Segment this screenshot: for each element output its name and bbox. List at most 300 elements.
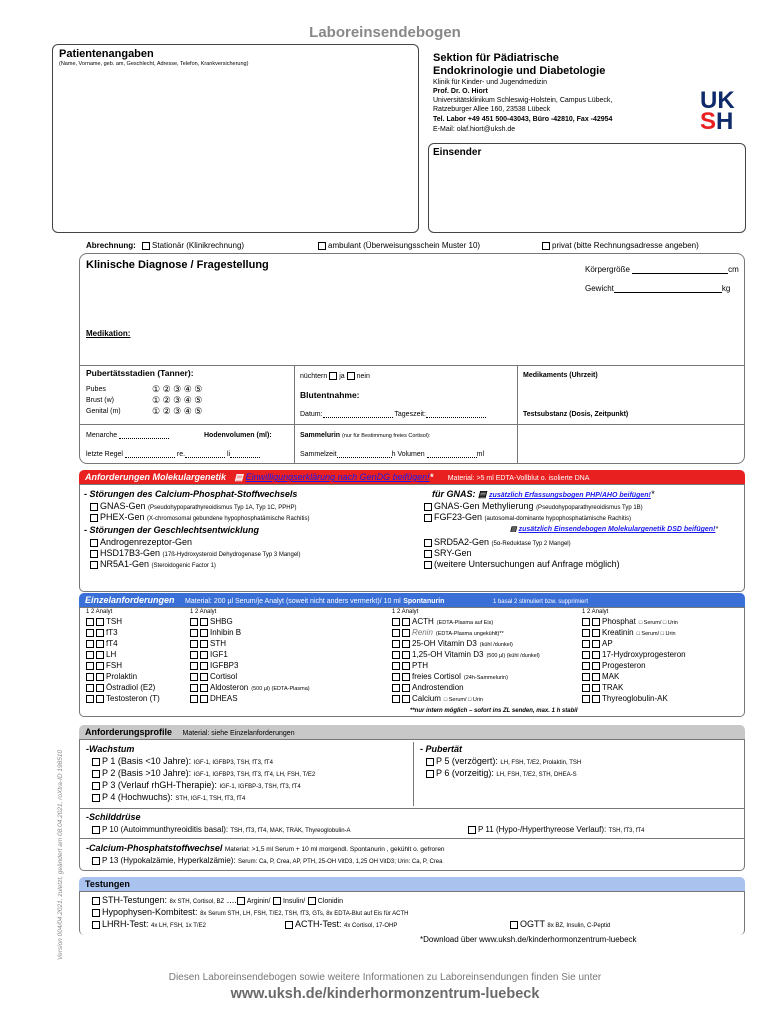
analyte-stim-checkbox[interactable] — [96, 662, 104, 670]
genetics-header — [79, 470, 745, 484]
analyte-label: LH — [106, 650, 117, 659]
footer-url[interactable]: www.uksh.de/kinderhormonzentrum-luebeck — [230, 986, 540, 1002]
analyte-label: Cortisol — [210, 672, 238, 681]
version-note: Version 004/04.2021, zuletzt, geändert am 08.04.2021, roXtra-ID 198510 — [57, 749, 64, 960]
tests-box — [79, 891, 745, 935]
gnas-for-label: für GNAS: — [432, 489, 476, 499]
p13-item — [92, 856, 442, 865]
t1-label: STH-Testungen: — [102, 895, 168, 905]
p5-desc: (verzögert): — [451, 756, 498, 766]
nuechtern-row — [300, 372, 370, 380]
analyte-stim-checkbox[interactable] — [96, 629, 104, 637]
analyte-basal-checkbox[interactable] — [190, 662, 198, 670]
analyte-stim-checkbox[interactable] — [96, 640, 104, 648]
analyte-row-3 — [392, 683, 464, 692]
analyte-note: (EDTA-Plasma ungekühlt)** — [435, 631, 504, 637]
clinic-name-2: Endokrinologie und Diabetologie — [433, 65, 606, 77]
analyte-basal-checkbox[interactable] — [582, 673, 590, 681]
analyte-stim-checkbox[interactable] — [200, 695, 208, 703]
single-header — [79, 593, 745, 607]
analyte-stim-checkbox[interactable] — [592, 695, 600, 703]
p6-item — [426, 768, 577, 778]
h-unit: h — [391, 451, 396, 458]
analyte-label: Aldosteron — [210, 683, 249, 692]
analyte-stim-checkbox[interactable] — [592, 662, 600, 670]
analyte-stim-checkbox[interactable] — [592, 673, 600, 681]
p11-label: P 11 — [478, 825, 494, 834]
analyte-stim-checkbox[interactable] — [402, 651, 410, 659]
analyte-label: 1,25-OH Vitamin D3 — [412, 650, 484, 659]
analyte-note: (kühl /dunkel) — [479, 642, 513, 648]
analyte-stim-checkbox[interactable] — [200, 618, 208, 626]
insulin-checkbox[interactable] — [273, 897, 281, 905]
wachstum-head: -Wachstum — [86, 744, 135, 754]
t3-item — [92, 919, 206, 929]
analyte-basal-checkbox[interactable] — [86, 662, 94, 670]
gnas-gen-desc: (Pseudohypoparathyreoidismus Typ 1A, Typ 1C, PPHP) — [148, 505, 297, 511]
analyte-label: Kreatinin — [602, 628, 634, 637]
further-checkbox[interactable] — [424, 561, 432, 569]
height-field[interactable] — [585, 265, 739, 274]
analyte-row-1 — [86, 628, 118, 637]
ar-gen-label: Androgenrezeptor-Gen — [100, 537, 193, 547]
arginin-label: Arginin/ — [246, 898, 271, 905]
brust-scale[interactable]: ① ② ③ ④ ⑤ — [152, 395, 203, 405]
p13-checkbox[interactable] — [92, 857, 100, 865]
analyte-label: Renin — [412, 628, 433, 637]
sry-item — [424, 548, 472, 558]
analyte-basal-checkbox[interactable] — [582, 695, 590, 703]
menarche-label: Menarche — [86, 432, 118, 439]
gnas-gen-checkbox[interactable] — [90, 503, 98, 511]
gnas-gen-label: GNAS-Gen — [100, 501, 146, 511]
analyte-row-1 — [86, 639, 118, 648]
p5-analytes: LH, FSH, T/E2, Prolaktin, TSH — [500, 760, 582, 766]
analyte-basal-checkbox[interactable] — [582, 684, 590, 692]
billing-privat-label: privat (bitte Rechnungsadresse angeben) — [552, 241, 699, 250]
analyte-stim-checkbox[interactable] — [96, 673, 104, 681]
analyte-basal-checkbox[interactable] — [86, 673, 94, 681]
analyte-basal-checkbox[interactable] — [392, 673, 400, 681]
t2-checkbox[interactable] — [92, 909, 100, 917]
fgf23-desc: (autosomal-dominante hypophosphatämische Rachitis) — [484, 516, 631, 522]
sammel-note: (nur für Bestimmung freies Cortisol): — [342, 433, 431, 439]
fgf23-checkbox[interactable] — [424, 514, 432, 522]
ja-label: ja — [339, 372, 345, 380]
analyte-row-2 — [190, 639, 226, 648]
calc-head: - Störungen des Calcium-Phosphat-Stoffwechsels — [84, 489, 298, 499]
t3-desc: 4x LH, FSH, 1x T/E2 — [151, 923, 206, 929]
p4-item — [92, 792, 245, 802]
analyte-label: Östradiol (E2) — [106, 683, 156, 692]
p11-item — [468, 825, 644, 834]
single-heading: Einzelanforderungen — [85, 595, 175, 605]
regel-label: letzte Regel — [86, 451, 123, 458]
analyte-row-4 — [582, 650, 686, 659]
sammel-label: Sammelurin — [300, 432, 341, 439]
analyte-stim-checkbox[interactable] — [200, 684, 208, 692]
p1-desc: (Basis <10 Jahre): — [117, 756, 192, 766]
analyte-stim-checkbox[interactable] — [592, 640, 600, 648]
re-label: re. — [176, 451, 186, 458]
analyte-basal-checkbox[interactable] — [190, 629, 198, 637]
analyte-stim-checkbox[interactable] — [200, 673, 208, 681]
p6-analytes: LH, FSH, T/E2, STH, DHEA-S — [496, 772, 577, 778]
weight-label: Gewicht — [585, 284, 614, 293]
clinical-heading: Klinische Diagnose / Fragestellung — [86, 259, 269, 271]
p10-label: P 10 — [102, 825, 119, 834]
analyte-label: Thyreoglobulin-AK — [602, 694, 668, 703]
analyte-row-1 — [86, 683, 155, 692]
further-item — [424, 559, 620, 569]
analyte-stim-checkbox[interactable] — [402, 662, 410, 670]
t1-item: STH-Testungen: 8x STH, Cortisol, BZ .... Arginin/ Insulin/ Clonidin — [92, 895, 343, 905]
nr5a1-checkbox[interactable] — [90, 561, 98, 569]
billing-ambulant-label: ambulant (Überweisungsschein Muster 10) — [328, 241, 481, 250]
height-label: Körpergröße — [585, 265, 630, 274]
phex-gen-label: PHEX-Gen — [100, 512, 145, 522]
phex-gen-desc: (X-chromosomal gebundene hypophosphatämische Rachitis) — [147, 516, 310, 522]
genetics-box — [79, 484, 745, 592]
billing-privat-checkbox[interactable] — [542, 242, 550, 250]
analyte-row-1 — [86, 661, 122, 670]
analyte-label: Inhibin B — [210, 628, 242, 637]
single-legend: 1 basal 2 stimuliert bzw. supprimiert — [492, 599, 588, 605]
analyte-label: IGFBP3 — [210, 661, 239, 670]
analyte-row-2 — [190, 661, 238, 670]
analyte-row-3 — [392, 672, 508, 681]
genetics-heading: Anforderungen Molekulargenetik — [85, 472, 227, 482]
datum-field[interactable] — [300, 411, 486, 418]
clinic-line-1: Klinik für Kinder- und Jugendmedizin — [433, 79, 548, 86]
t4-checkbox[interactable] — [285, 921, 293, 929]
t5-item — [510, 919, 610, 929]
t5-checkbox[interactable] — [510, 921, 518, 929]
analyte-label: fT3 — [106, 628, 118, 637]
t4-desc: 4x Cortisol, 17-OHP — [344, 923, 398, 929]
analyte-label: IGF1 — [210, 650, 228, 659]
analyte-stim-checkbox[interactable] — [200, 662, 208, 670]
nuechtern-label: nüchtern — [300, 372, 328, 380]
patient-heading: Patientenangaben — [59, 48, 154, 60]
analyte-label: SHBG — [210, 617, 233, 626]
p2-label: P 2 — [102, 768, 116, 778]
p5-checkbox[interactable] — [426, 758, 434, 766]
menarche-field[interactable] — [86, 432, 169, 439]
analyte-row-2 — [190, 628, 241, 637]
analyte-row-3 — [392, 639, 513, 648]
clonidin-checkbox[interactable] — [308, 897, 316, 905]
datum-label: Datum: — [300, 411, 323, 418]
analyte-row-3 — [392, 650, 540, 659]
gnas-link[interactable]: zusätzlich Erfassungsbogen PHP/AHO beifügen! — [489, 492, 651, 499]
profiles-heading: Anforderungsprofile — [85, 727, 172, 737]
analyte-stim-checkbox[interactable] — [592, 651, 600, 659]
hsd-gen-label: HSD17B3-Gen — [100, 548, 161, 558]
analyte-stim-checkbox[interactable] — [402, 629, 410, 637]
p6-checkbox[interactable] — [426, 770, 434, 778]
sex-link[interactable]: zusätzlich Einsendebogen Molekulargenetik DSD beifügen! — [518, 526, 716, 533]
analyte-stim-checkbox[interactable] — [96, 618, 104, 626]
single-spontan: Spontanurin — [403, 598, 445, 605]
analyte-row-3 — [392, 628, 504, 637]
form-title: Laboreinsendebogen — [309, 24, 461, 41]
analyte-stim-checkbox[interactable] — [592, 684, 600, 692]
analyte-note: (24h-Sammelurin) — [463, 675, 508, 681]
patient-box[interactable] — [52, 44, 419, 233]
clinic-line-6: E-Mail: olaf.hiort@uksh.de — [433, 126, 516, 133]
phex-gen-checkbox[interactable] — [90, 514, 98, 522]
t3-label: LHRH-Test: — [102, 919, 149, 929]
analyte-label: PTH — [412, 661, 428, 670]
billing-row — [86, 241, 244, 250]
p13-analytes: Serum: Ca, P, Crea, AP, PTH, 25-OH VitD3, 1,25 OH VitD3; Urin: Ca, P, Crea — [237, 859, 443, 865]
sender-box[interactable] — [428, 143, 746, 233]
analyte-stim-checkbox[interactable] — [592, 629, 600, 637]
analyte-basal-checkbox[interactable] — [190, 673, 198, 681]
sammelzeit-label: Sammelzeit — [300, 451, 337, 458]
analyte-basal-checkbox[interactable] — [392, 684, 400, 692]
t1-checkbox[interactable] — [92, 897, 100, 905]
p5-label: P 5 — [436, 756, 450, 766]
billing-privat — [542, 241, 699, 250]
sex-head: - Störungen der Geschlechtsentwicklung — [84, 525, 260, 535]
clinic-line-5: Tel. Labor +49 451 500-43043, Büro -42810, Fax -42954 — [433, 116, 613, 123]
p11-checkbox[interactable] — [468, 826, 476, 834]
single-material: Material: 200 µl Serum/je Analyt (soweit nicht anders vermerkt)/ 10 ml — [185, 598, 401, 605]
analyte-stim-checkbox[interactable] — [200, 629, 208, 637]
fgf23-item — [424, 512, 631, 522]
sry-checkbox[interactable] — [424, 550, 432, 558]
p10-item — [92, 825, 351, 834]
analyte-basal-checkbox[interactable] — [392, 662, 400, 670]
nuechtern-ja-checkbox[interactable] — [329, 372, 337, 380]
analyte-basal-checkbox[interactable] — [190, 618, 198, 626]
analyte-basal-checkbox[interactable] — [190, 640, 198, 648]
sex-link-row: ▤ zusätzlich Einsendebogen Molekulargenetik DSD beifügen!* — [510, 526, 719, 533]
p10-checkbox[interactable] — [92, 826, 100, 834]
p2-desc: (Basis >10 Jahre): — [117, 768, 192, 778]
p10-analytes: TSH, fT3, fT4, MAK, TRAK, Thyreoglobulin-A — [230, 828, 351, 834]
analyte-basal-checkbox[interactable] — [86, 684, 94, 692]
p2-item — [92, 768, 315, 778]
analyte-basal-checkbox[interactable] — [392, 651, 400, 659]
p1-analytes: IGF-1, IGFBP3, TSH, fT3, fT4 — [193, 760, 273, 766]
nr5a1-desc: (Steroidogenic Factor 1) — [151, 563, 216, 569]
sammelzeit-field[interactable] — [300, 451, 484, 458]
genetics-star: * — [429, 472, 434, 482]
sex-doc-icon: ▤ — [510, 526, 517, 533]
analyte-basal-checkbox[interactable] — [86, 695, 94, 703]
gnas-meth-checkbox[interactable] — [424, 503, 432, 511]
analyte-label: TSH — [106, 617, 122, 626]
gnas-for-row: für GNAS: ▤ zusätzlich Erfassungsbogen PHP/AHO beifügen!* — [432, 489, 655, 499]
analyte-label: 17-Hydroxyprogesteron — [602, 650, 686, 659]
nuechtern-nein-checkbox[interactable] — [347, 372, 355, 380]
analyte-label: 25-OH Vitamin D3 — [412, 639, 477, 648]
analyte-basal-checkbox[interactable] — [190, 695, 198, 703]
analyte-row-4 — [582, 628, 676, 637]
analyte-stim-checkbox[interactable] — [402, 695, 410, 703]
clinic-name-1: Sektion für Pädiatrische — [433, 52, 559, 64]
calc-profile-label: -Calcium-Phosphatstoffwechsel — [86, 843, 223, 853]
analyte-label: Prolaktin — [106, 672, 138, 681]
weight-field[interactable] — [585, 284, 730, 293]
hsd-gen-checkbox[interactable] — [90, 550, 98, 558]
li-label: li — [227, 451, 231, 458]
analyte-stim-checkbox[interactable] — [592, 618, 600, 626]
single-box — [79, 607, 745, 717]
srd5a2-desc: (5α-Reduktase Typ 2 Mangel) — [491, 541, 571, 547]
analyte-basal-checkbox[interactable] — [582, 618, 590, 626]
p6-label: P 6 — [436, 768, 450, 778]
analyte-row-4 — [582, 661, 646, 670]
analyte-row-2 — [190, 672, 237, 681]
p2-checkbox[interactable] — [92, 770, 100, 778]
pubes-label: Pubes — [86, 386, 106, 393]
analyte-row-1 — [86, 650, 116, 659]
analyte-stim-checkbox[interactable] — [402, 684, 410, 692]
t2-label: Hypophysen-Kombitest: — [102, 907, 198, 917]
clinic-line-3: Universitätsklinikum Schleswig-Holstein, Campus Lübeck, — [433, 97, 613, 104]
p4-desc: (Hochwuchs): — [117, 792, 173, 802]
genetics-material: Material: >5 ml EDTA-Vollblut o. isolierte DNA — [447, 475, 590, 482]
p10-desc: (Autoimmunthyreoiditis basal): — [120, 825, 229, 834]
analyte-row-3 — [392, 617, 493, 626]
analyte-row-2 — [190, 617, 233, 626]
analyte-basal-checkbox[interactable] — [190, 684, 198, 692]
download-note: *Download über www.uksh.de/kinderhormonzentrum-luebeck — [420, 935, 637, 944]
p13-label: P 13 — [102, 856, 119, 865]
billing-stationaer-checkbox[interactable] — [142, 242, 150, 250]
analyte-basal-checkbox[interactable] — [190, 651, 198, 659]
arginin-checkbox[interactable] — [237, 897, 245, 905]
analyte-label: TRAK — [602, 683, 624, 692]
analyte-basal-checkbox[interactable] — [86, 651, 94, 659]
analyte-basal-checkbox[interactable] — [392, 629, 400, 637]
billing-ambulant-checkbox[interactable] — [318, 242, 326, 250]
analyte-row-3 — [392, 694, 483, 703]
analyte-stim-checkbox[interactable] — [402, 673, 410, 681]
t2-desc: 8x Serum STH, LH, FSH, T/E2, TSH, fT3, GTs, 8x EDTA-Blut auf Eis für ACTH — [200, 911, 409, 917]
gnas-doc-icon: ▤ — [478, 489, 487, 499]
blut-label: Blutentnahme: — [300, 390, 360, 400]
colhead-1: 1 2 Analyt — [86, 609, 113, 615]
analyte-stim-checkbox[interactable] — [96, 651, 104, 659]
analyte-row-1 — [86, 672, 137, 681]
patient-subtext: (Name, Vorname, geb. am, Geschlecht, Adresse, Telefon, Krankversicherung) — [59, 61, 249, 67]
srd5a2-label: SRD5A2-Gen — [434, 537, 490, 547]
p3-desc: (Verlauf rhGH-Therapie): — [117, 780, 217, 790]
p1-item — [92, 756, 273, 766]
analyte-stim-checkbox[interactable] — [402, 640, 410, 648]
fgf23-label: FGF23-Gen — [434, 512, 483, 522]
analyte-basal-checkbox[interactable] — [582, 629, 590, 637]
analyte-basal-checkbox[interactable] — [582, 662, 590, 670]
t4-label: ACTH-Test: — [295, 919, 342, 929]
analyte-note: □ Serum/ □ Urin — [638, 620, 678, 626]
analyte-basal-checkbox[interactable] — [582, 640, 590, 648]
p6-desc: (vorzeitig): — [451, 768, 494, 778]
analyte-stim-checkbox[interactable] — [96, 695, 104, 703]
analyte-basal-checkbox[interactable] — [582, 651, 590, 659]
ar-gen-checkbox[interactable] — [90, 539, 98, 547]
profiles-header — [79, 725, 745, 739]
sammel-row — [300, 432, 430, 439]
pubertaet-head: - Pubertät — [420, 744, 463, 754]
t4-item — [285, 919, 397, 929]
gnas-meth-desc: (Pseudohypoparathyreoidismus Typ 1B) — [536, 505, 643, 511]
analyte-label: DHEAS — [210, 694, 238, 703]
p3-label: P 3 — [102, 780, 116, 790]
p3-checkbox[interactable] — [92, 782, 100, 790]
sender-heading: Einsender — [433, 147, 482, 158]
uksh-logo — [700, 87, 735, 135]
clonidin-label: Clonidin — [317, 898, 343, 905]
t1-desc: 8x STH, Cortisol, BZ — [169, 899, 225, 905]
analyte-label: Progesteron — [602, 661, 646, 670]
analyte-note: □ Serum/ □ Urin — [636, 631, 676, 637]
medik-label: Medikaments (Uhrzeit) — [523, 372, 598, 379]
gnas-gen-item — [90, 501, 297, 511]
analyte-row-4 — [582, 683, 623, 692]
nr5a1-item — [90, 559, 216, 569]
profiles-material: Material: siehe Einzelanforderungen — [182, 730, 295, 737]
billing-ambulant — [318, 241, 480, 250]
doc-icon: ▤ — [234, 472, 244, 482]
analyte-label: Testosteron (T) — [106, 694, 160, 703]
analyte-basal-checkbox[interactable] — [392, 618, 400, 626]
analyte-basal-checkbox[interactable] — [86, 629, 94, 637]
hsd-gen-desc: (17ß-Hydroxysteroid Dehydrogenase Typ 3 Mangel) — [162, 552, 301, 558]
analyte-basal-checkbox[interactable] — [392, 640, 400, 648]
insulin-label: Insulin/ — [283, 898, 306, 905]
analyte-row-3 — [392, 661, 428, 670]
p11-desc: (Hypo-/Hyperthyreose Verlauf): — [495, 825, 607, 834]
srd5a2-item — [424, 537, 571, 547]
hsd-gen-item — [90, 548, 301, 558]
analyte-stim-checkbox[interactable] — [200, 651, 208, 659]
clinical-box[interactable] — [79, 253, 745, 464]
p3-analytes: IGF-1, IGFBP-3, TSH, fT3, fT4 — [219, 784, 301, 790]
calc-profile-head — [86, 843, 445, 853]
gnas-meth-label: GNAS-Gen Methylierung — [434, 501, 534, 511]
analyte-basal-checkbox[interactable] — [392, 695, 400, 703]
srd5a2-checkbox[interactable] — [424, 539, 432, 547]
p1-checkbox[interactable] — [92, 758, 100, 766]
p4-label: P 4 — [102, 792, 116, 802]
genital-scale[interactable]: ① ② ③ ④ ⑤ — [152, 406, 203, 416]
regel-field[interactable] — [86, 451, 260, 458]
profiles-box — [79, 739, 745, 871]
p13-desc: (Hypokalzämie, Hyperkalzämie): — [120, 856, 236, 865]
p4-checkbox[interactable] — [92, 794, 100, 802]
analyte-stim-checkbox[interactable] — [200, 640, 208, 648]
p3-item — [92, 780, 301, 790]
nr5a1-label: NR5A1-Gen — [100, 559, 150, 569]
analyte-basal-checkbox[interactable] — [86, 618, 94, 626]
footer-text: Diesen Laboreinsendebogen sowie weitere Informationen zu Laboreinsendungen finden Sie unter — [168, 972, 602, 983]
phex-gen-item — [90, 512, 309, 522]
genetics-consent-link[interactable]: Einwilligungserklärung nach GenDG beifügen! — [245, 472, 430, 482]
pubes-scale[interactable]: ① ② ③ ④ ⑤ — [152, 384, 203, 394]
t3-checkbox[interactable] — [92, 921, 100, 929]
further-label: (weitere Untersuchungen auf Anfrage möglich) — [434, 559, 620, 569]
analyte-stim-checkbox[interactable] — [402, 618, 410, 626]
t5-desc: 8x BZ, Insulin, C-Peptid — [547, 923, 611, 929]
analyte-basal-checkbox[interactable] — [86, 640, 94, 648]
analyte-stim-checkbox[interactable] — [96, 684, 104, 692]
